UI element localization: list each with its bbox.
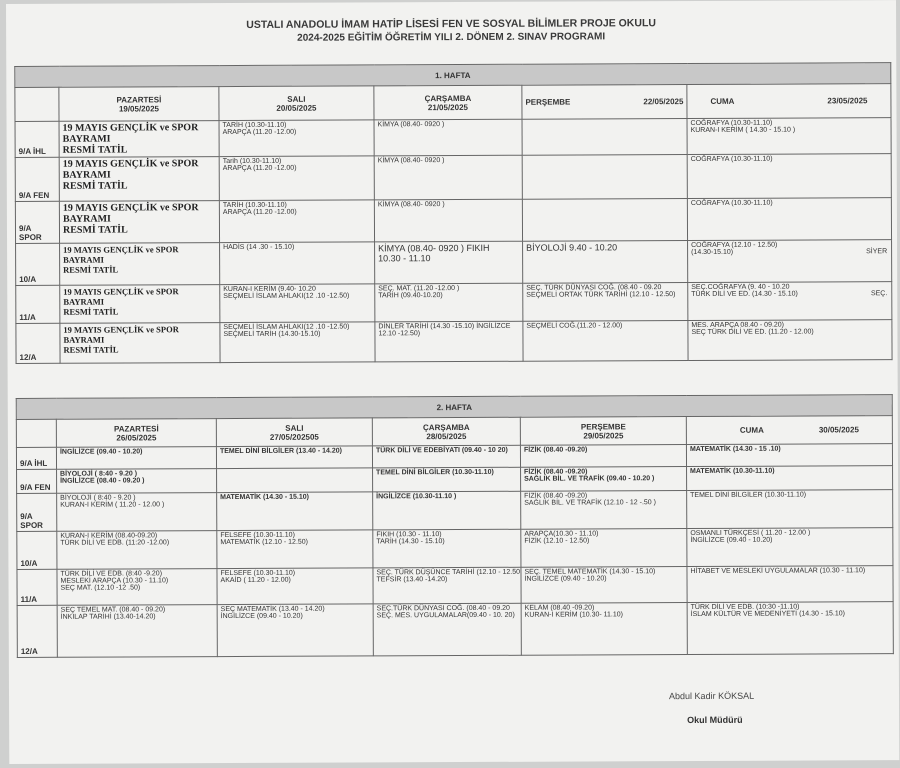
schedule-subtitle: 2024-2025 EĞİTİM ÖĞRETİM YILI 2. DÖNEM 2. SINAV PROGRAMI (297, 31, 606, 44)
table-row (17, 602, 893, 658)
holiday-note (59, 157, 219, 202)
table-row (17, 528, 893, 570)
friday-exams (687, 602, 893, 655)
tuesday-exams (217, 604, 373, 657)
exam-entry: COĞRAFYA (12.10 - 12.50) (691, 241, 778, 250)
class-label: 12/A (16, 323, 60, 363)
holiday-note (60, 323, 220, 364)
exam-entry: ARAPÇA (11.20 -12.00) (222, 164, 297, 173)
exam-entry: ARAPÇA (11.20 -12.00) (222, 128, 297, 137)
tuesday-exams (219, 156, 374, 201)
wednesday-exams (373, 567, 521, 604)
wednesday-exams (375, 321, 523, 362)
exam-entry: KİMYA (08.40- 0920 ) FIKIH (378, 242, 490, 254)
friday-exams (688, 282, 892, 321)
exam-entry: KELAM (08.40 -09.20) (524, 604, 595, 612)
tuesday-exams (216, 446, 372, 469)
wednesday-exams (373, 529, 521, 568)
exam-entry: BİYOLOJİ 9.40 - 10.20 (526, 242, 618, 253)
thursday-exams (521, 529, 687, 568)
exam-entry: TARİH (10.30-11.10) (222, 121, 287, 130)
holiday-note (59, 121, 219, 158)
exam-entry: SEÇ. MAT. (11.20 -12.00 ) (378, 285, 460, 293)
exam-entry: TARİH (10.30-11.10) (222, 201, 287, 210)
exam-schedule-page (6, 0, 899, 764)
tuesday-exams (217, 468, 373, 493)
exam-entry: RESMİ TATİL (62, 224, 128, 236)
exam-entry: BAYRAMI (62, 133, 111, 145)
class-label: 9/A İHL (16, 447, 56, 469)
exam-entry: MATEMATİK (14.30 - 15.10) (220, 493, 309, 502)
w2-day-wednesday: ÇARŞAMBA 28/05/2025 (372, 417, 520, 446)
exam-entry: RESMİ TATİL (63, 264, 119, 275)
table-row (16, 320, 892, 364)
table-row (15, 198, 891, 244)
thursday-exams (521, 603, 687, 656)
exam-entry: COĞRAFYA (10.30-11.10) (690, 155, 773, 164)
exam-entry: KURAN-I KERİM ( 14.30 - 15.10 ) (690, 126, 796, 135)
exam-entry: SEÇMELİ ORTAK TÜRK TARİHİ (12.10 - 12.50) (526, 291, 676, 299)
friday-extra-entry: SİYER (866, 248, 888, 256)
thursday-exams (522, 199, 687, 242)
exam-entry: BAYRAMI (62, 169, 111, 181)
exam-entry: SEÇMELİ COĞ.(11.20 - 12.00) (526, 322, 623, 330)
wednesday-exams (374, 119, 522, 156)
exam-entry: Tarih (10.30-11.10) (222, 157, 282, 166)
w1-day-tuesday: SALI 20/05/2025 (219, 86, 374, 121)
exam-entry: 19 MAYIS GENÇLİK ve SPOR (63, 324, 179, 335)
exam-entry: AKAİD ( 11.20 - 12.00) (220, 576, 291, 585)
exam-entry: İNGİLİZCE (09.40 - 10.20) (690, 536, 773, 545)
class-label: 11/A (16, 285, 60, 323)
exam-entry: 10.30 - 11.10 (378, 253, 431, 264)
exam-entry: MATEMATİK (14.30 - 15 .10) (689, 445, 781, 454)
table-row (17, 490, 893, 532)
exam-entry: KURAN-I KERİM (08.40-09.20) (60, 532, 158, 540)
tuesday-exams (220, 242, 375, 285)
class-label: 9/A İHL (15, 121, 59, 157)
exam-entry: RESMİ TATİL (62, 180, 128, 192)
exam-entry: TÜRK DİLİ VE EDB. (11:20 -12.00) (60, 539, 170, 547)
holiday-note (59, 201, 219, 244)
exam-entry: TARİH (14.30 - 15.10) (376, 538, 445, 546)
exam-entry: İNGİLİZCE (08.40 - 09.20 ) (60, 477, 145, 485)
exam-entry: SEÇ MAT. (12.10 -12 .50) (60, 584, 141, 592)
exam-entry: İSLAM KÜLTÜR VE MEDENİYETİ (14.30 - 15.10) (690, 610, 845, 619)
exam-entry: TEMEL DİNİ BİLGİLER (10.30-11.10) (376, 468, 494, 477)
week-1-table (14, 62, 892, 364)
exam-entry: TÜRK DİLİ VE EDB. (8:40 -9.20) (60, 570, 163, 578)
exam-entry: KURAN-I KERİM ( 11.20 - 12.00 ) (60, 501, 165, 509)
class-label: 9/A SPOR (17, 493, 57, 531)
week-1-title: 1. HAFTA (15, 63, 891, 88)
wednesday-exams (373, 491, 521, 530)
w2-day-monday: PAZARTESİ 26/05/2025 (56, 419, 216, 448)
thursday-exams (521, 491, 687, 530)
table-row (16, 240, 892, 286)
exam-entry: SEÇ. MES. UYGULAMALAR(09.40 - 10. 20) (376, 611, 515, 620)
friday-exams (688, 240, 892, 283)
exam-entry: TÜRK DİLİ VE EDB. (10:30 -11.10) (690, 603, 800, 612)
exam-entry: SAĞLIK BİL. VE TRAFİK (09.40 - 10.20 ) (524, 475, 655, 483)
wednesday-exams (373, 603, 521, 656)
exam-entry: SEÇ TÜRK DİLİ VE ED. (11.20 - 12.00) (691, 328, 814, 337)
thursday-exams (523, 241, 688, 284)
exam-entry: RESMİ TATİL (63, 344, 119, 355)
exam-entry: BAYRAMI (63, 334, 105, 345)
exam-entry: MATEMATİK (10.30-11.10) (690, 467, 775, 476)
exam-entry: SEÇ.COĞRAFYA (9. 40 - 10.20 (691, 283, 790, 292)
tuesday-exams (217, 492, 373, 531)
exam-entry: FİZİK (08.40 -09.20) (524, 492, 588, 500)
exam-entry: FİZİK (08.40 -09.20) (523, 446, 588, 454)
exam-entry: SEÇ MATEMATİK (13.40 - 14.20) (220, 605, 325, 614)
class-label: 11/A (17, 569, 57, 605)
thursday-exams (521, 567, 687, 604)
exam-entry: TÜRK DİLİ VE EDEBİYATI (09.40 - 10 20) (375, 446, 508, 455)
friday-exams (687, 490, 893, 529)
class-label: 10/A (17, 531, 57, 569)
exam-entry: İNKILAP TARİHİ (13.40-14.20) (60, 613, 156, 621)
tuesday-exams (220, 322, 375, 363)
exam-entry: TEMEL DİNİ BİLGİLER (10.30-11.10) (690, 491, 807, 500)
exam-entry: TEFSİR (13.40 -14.20) (376, 576, 448, 584)
monday-exams (57, 605, 217, 658)
friday-exams (687, 528, 893, 567)
thursday-exams (523, 283, 688, 322)
thursday-exams (522, 155, 687, 200)
exam-entry: 19 MAYIS GENÇLİK ve SPOR (62, 158, 199, 170)
exam-entry: KİMYA (08.40- 0920 ) (377, 157, 445, 165)
exam-entry: SEÇMELİ İSLAM AHLAKI(12 .10 -12.50) (223, 292, 350, 301)
exam-entry: SEÇMELİ İSLAM AHLAKI(12 .10 -12.50) (223, 323, 350, 332)
exam-entry: SEÇMELİ TARİH (14.30-15.10) (223, 330, 321, 339)
exam-entry: BAYRAMI (63, 254, 104, 265)
exam-entry: FELSEFE (10.30-11.10) (220, 531, 295, 540)
holiday-note (60, 285, 220, 324)
exam-entry: OSMANLI TÜRKÇESİ ( 11.20 - 12.00 ) (690, 529, 811, 538)
tuesday-exams (219, 200, 374, 243)
exam-entry: SEÇ. TÜRK DÜŞÜNCE TARİHİ (12.10 - 12.50 (376, 568, 521, 577)
friday-exams (686, 444, 892, 467)
table-row (16, 282, 892, 324)
exam-entry: BİYOLOJİ ( 8:40 - 9.20 ) (60, 470, 138, 478)
thursday-exams (520, 445, 686, 468)
w1-day-monday: PAZARTESİ 19/05/2025 (59, 87, 219, 122)
friday-exams (687, 566, 893, 603)
exam-entry: BİYOLOJİ ( 8:40 - 9.20 ) (60, 494, 136, 502)
exam-entry: KURAN-I KERİM (9.40- 10.20 (223, 285, 316, 294)
week-2-title: 2. HAFTA (16, 395, 892, 420)
exam-entry: MESLEKİ ARAPÇA (10.30 - 11.10) (60, 577, 169, 585)
exam-entry: HİTABET VE MESLEKİ UYGULAMALAR (10.30 - 11.10) (690, 567, 866, 576)
monday-exams (57, 469, 217, 494)
exam-entry: RESMİ TATİL (62, 144, 128, 156)
exam-entry: (14.30-15.10) (691, 248, 734, 257)
class-label: 9/A FEN (15, 157, 59, 201)
thursday-exams (523, 321, 688, 362)
tuesday-exams (217, 530, 373, 569)
thursday-exams (521, 467, 687, 492)
principal-title: Okul Müdürü (687, 714, 743, 726)
exam-entry: FİZİK (12.10 - 12.50) (524, 537, 590, 545)
monday-exams (56, 447, 216, 470)
exam-entry: DİNLER TARİHİ (14.30 -15.10) İNGİLİZCE (378, 322, 511, 331)
exam-entry: ARAPÇA(10.30 - 11.10) (524, 530, 599, 538)
tuesday-exams (219, 120, 374, 157)
table-row (15, 118, 891, 158)
wednesday-exams (375, 283, 523, 322)
exam-entry: COĞRAFYA (10.30-11.10) (690, 199, 773, 208)
monday-exams (57, 569, 217, 606)
friday-extra-entry: SEÇ. (870, 290, 888, 298)
exam-entry: TARİH (09.40-10.20) (378, 292, 443, 300)
friday-exams (687, 466, 893, 491)
friday-exams (687, 154, 891, 199)
tuesday-exams (220, 284, 375, 323)
principal-name: Abdul Kadir KÖKSAL (669, 690, 755, 702)
holiday-note (60, 243, 220, 286)
friday-exams (687, 198, 891, 241)
thursday-exams (522, 119, 687, 156)
table-row (17, 566, 893, 606)
exam-entry: FİZİK (08.40 -09.20) (524, 468, 588, 476)
tuesday-exams (217, 568, 373, 605)
exam-entry: 19 MAYIS GENÇLİK ve SPOR (62, 202, 199, 214)
week-2-table (16, 394, 894, 658)
exam-entry: FIKIH (10.30 - 11.10) (376, 531, 442, 539)
w1-day-wednesday: ÇARŞAMBA 21/05/2025 (374, 85, 522, 120)
exam-entry: SEÇ TEMEL MAT. (08.40 - 09.20) (60, 606, 166, 614)
exam-entry: İNGİLİZCE (10.30-11.10 ) (376, 493, 457, 501)
exam-entry: İNGİLİZCE (09.40 - 10.20) (220, 612, 303, 621)
exam-entry: RESMİ TATİL (63, 306, 119, 317)
exam-entry: BAYRAMI (63, 296, 105, 307)
exam-entry: MATEMATİK (12.10 - 12.50) (220, 538, 309, 547)
friday-exams (687, 118, 891, 155)
exam-entry: İNGİLİZCE (09.40 - 10.20) (524, 575, 607, 583)
monday-exams (57, 531, 217, 570)
exam-entry: MES. ARAPÇA 08.40 - 09.20) (691, 321, 785, 330)
exam-entry: KİMYA (08.40- 0920 ) (377, 121, 445, 129)
exam-entry: 19 MAYIS GENÇLİK ve SPOR (63, 244, 179, 255)
wednesday-exams (372, 445, 520, 468)
exam-entry: FELSEFE (10.30-11.10) (220, 569, 296, 578)
class-label: 12/A (17, 605, 57, 657)
exam-entry: BAYRAMI (62, 213, 111, 225)
exam-entry: KURAN-I KERİM (10.30- 11.10) (524, 611, 623, 619)
exam-entry: TÜRK DİLİ VE ED. (14.30 - 15.10) (691, 290, 798, 299)
table-row (15, 154, 891, 202)
w2-day-friday: CUMA 30/05/2025 (686, 416, 892, 445)
exam-entry: İNGİLİZCE (09.40 - 10.20) (59, 448, 143, 456)
w1-day-friday: CUMA 23/05/2025 (687, 84, 891, 119)
exam-entry: SAĞLIK BİL. VE TRAFİK (12.10 - 12 -.50 ) (524, 499, 656, 507)
exam-entry: COĞRAFYA (10.30-11.10) (690, 119, 773, 128)
exam-entry: 12.10 -12.50) (378, 330, 421, 338)
friday-exams (688, 320, 892, 361)
w2-day-thursday: PERŞEMBE 29/05/2025 (520, 417, 686, 446)
monday-exams (57, 493, 217, 532)
school-title: USTALI ANADOLU İMAM HATİP LİSESİ FEN VE SOSYAL BİLİMLER PROJE OKULU (246, 17, 656, 31)
w1-day-thursday: PERŞEMBE 22/05/2025 (522, 85, 687, 120)
wednesday-exams (374, 199, 522, 242)
wednesday-exams (373, 467, 521, 492)
exam-entry: ARAPÇA (11.20 -12.00) (222, 208, 297, 217)
exam-entry: SEÇ.TÜRK DÜNYASI COĞ. (08.40 - 09.20 (376, 604, 510, 613)
class-label: 10/A (16, 243, 60, 285)
exam-entry: 19 MAYIS GENÇLİK ve SPOR (63, 286, 179, 297)
wednesday-exams (375, 241, 523, 284)
wednesday-exams (374, 155, 522, 200)
exam-entry: TEMEL DİNİ BİLGİLER (13.40 - 14.20) (219, 447, 342, 456)
class-label: 9/A FEN (17, 469, 57, 493)
w2-day-tuesday: SALI 27/05/202505 (216, 418, 372, 447)
class-label: 9/A SPOR (15, 201, 59, 243)
exam-entry: 19 MAYIS GENÇLİK ve SPOR (62, 122, 199, 134)
exam-entry: HADİS (14 .30 - 15.10) (223, 243, 295, 252)
exam-entry: SEÇ. TÜRK DÜNYASI COĞ. (08.40 - 09.20 (526, 284, 662, 292)
exam-entry: SEÇ. TEMEL MATEMATİK (14.30 - 15.10) (524, 568, 656, 576)
exam-entry: KİMYA (08.40- 0920 ) (377, 201, 445, 209)
